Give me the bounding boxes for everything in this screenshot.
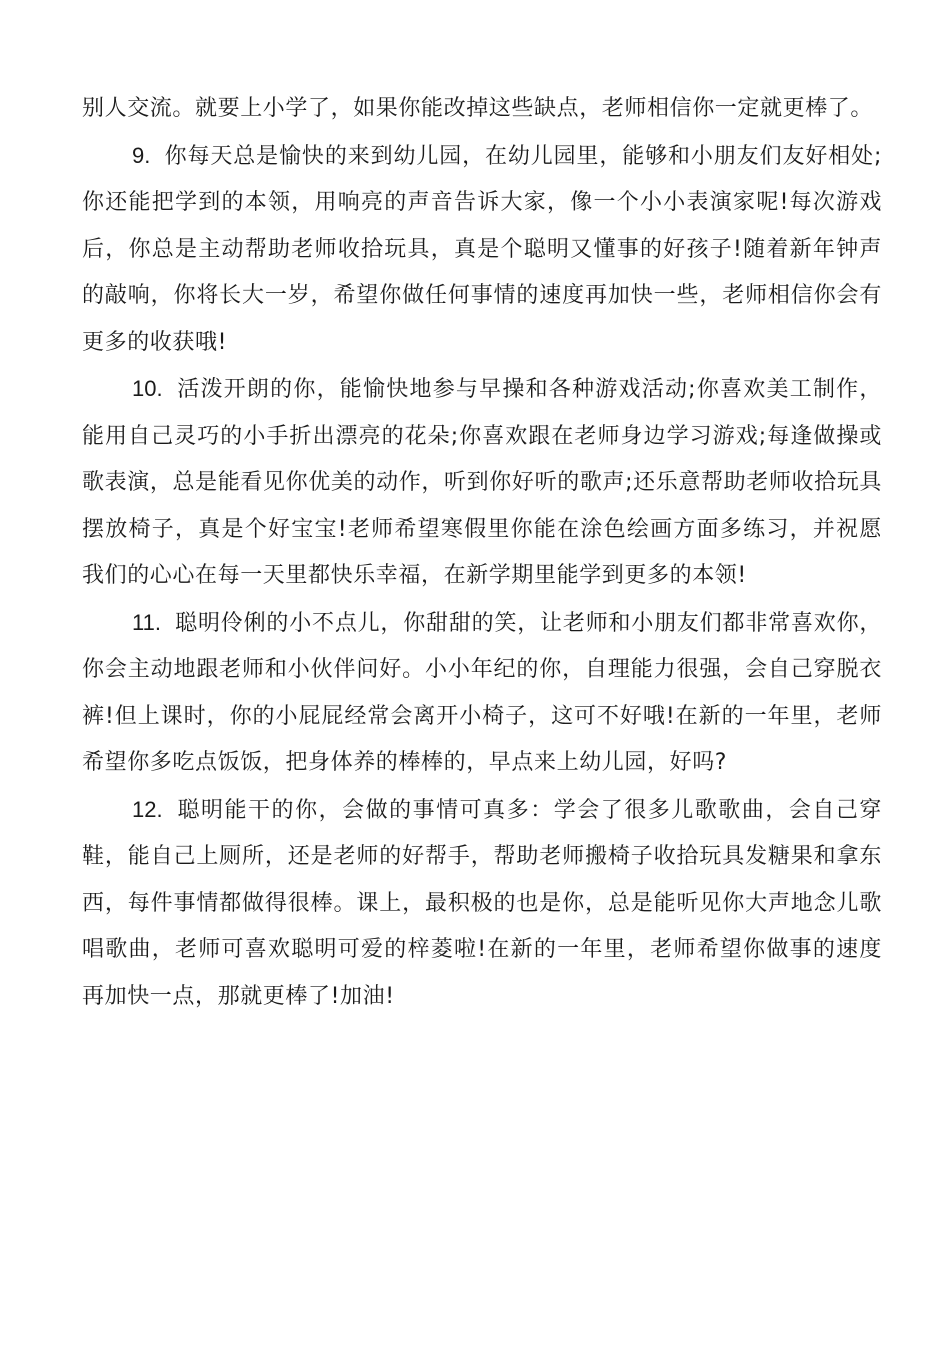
paragraph-10 (82, 366, 882, 600)
paragraph-text: 聪明能干的你，会做的事情可真多：学会了很多儿歌歌曲，会自己穿鞋，能自己上厕所，还是老师的好帮手，帮助老师搬椅子收拾玩具发糖果和拿东西，每件事情都做得很棒。课上，最积极的也是你，总是能听见你大声地念儿歌唱歌曲，老师可喜欢聪明可爱的梓菱啦!在新的一年里，老师希望你做事的速度再加快一点，那就更棒了!加油! (82, 797, 882, 1009)
paragraph-text: 别人交流。就要上小学了，如果你能改掉这些缺点，老师相信你一定就更棒了。 (82, 96, 874, 121)
paragraph-text: 聪明伶俐的小不点儿，你甜甜的笑，让老师和小朋友们都非常喜欢你，你会主动地跟老师和小伙伴问好。小小年纪的你，自理能力很强，会自己穿脱衣裤!但上课时，你的小屁屁经常会离开小椅子，这可不好哦!在新的一年里，老师希望你多吃点饭饭，把身体养的棒棒的，早点来上幼儿园，好吗? (82, 610, 882, 775)
paragraph-text: 活泼开朗的你，能愉快地参与早操和各种游戏活动;你喜欢美工制作，能用自己灵巧的小手折出漂亮的花朵;你喜欢跟在老师身边学习游戏;每逢做操或歌表演，总是能看见你优美的动作，听到你好听的歌声;还乐意帮助老师收拾玩具摆放椅子，真是个好宝宝!老师希望寒假里你能在涂色绘画方面多练习，并祝愿我们的心心在每一天里都快乐幸福，在新学期里能学到更多的本领! (82, 377, 882, 588)
document-body (82, 86, 882, 1020)
paragraph-text: 你每天总是愉快的来到幼儿园，在幼儿园里，能够和小朋友们友好相处;你还能把学到的本领，用响亮的声音告诉大家，像一个小小表演家呢!每次游戏后，你总是主动帮助老师收拾玩具，真是个聪明又懂事的好孩子!随着新年钟声的敲响，你将长大一岁，希望你做任何事情的速度再加快一些，老师相信你会有更多的收获哦! (82, 143, 882, 355)
paragraph-number: 10. (132, 376, 163, 401)
paragraph-number: 9. (132, 142, 151, 168)
paragraph-continuation (82, 86, 882, 133)
paragraph-12 (82, 787, 882, 1021)
paragraph-number: 11. (132, 609, 161, 635)
paragraph-9 (82, 133, 882, 367)
paragraph-11 (82, 600, 882, 787)
paragraph-number: 12. (132, 796, 163, 822)
